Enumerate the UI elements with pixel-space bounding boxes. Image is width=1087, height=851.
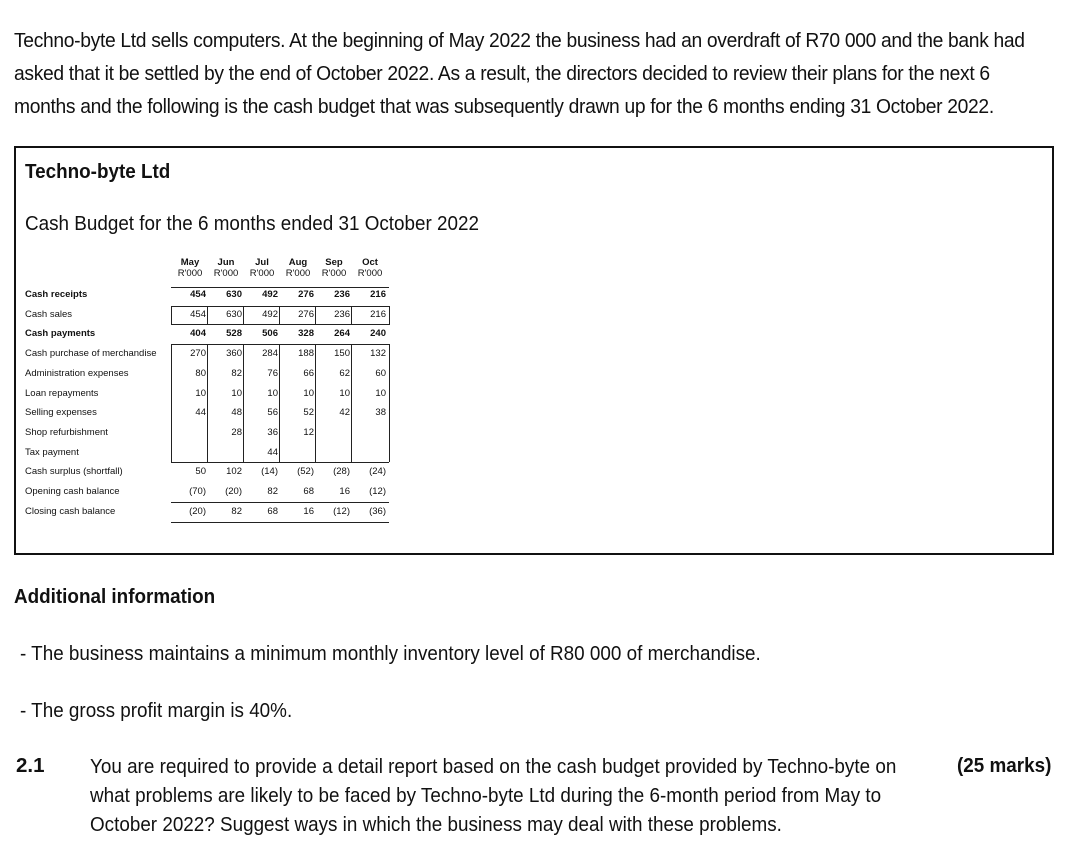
cell-cash-payments-jun: 528 [226,328,242,340]
cell-cash-purchase-of-merchandise-oct: 132 [370,348,386,360]
cell-administration-expenses-oct: 60 [375,367,386,379]
cell-loan-repayments-jul: 10 [267,387,278,399]
grid-line [389,306,390,326]
question-line-2: what problems are likely to be faced by Techno-byte Ltd during the 6-month period from May to [90,784,882,807]
cell-cash-sales-sep: 236 [334,308,350,320]
cell-cash-purchase-of-merchandise-jul: 284 [262,348,278,360]
row-label-cash-purchase-of-merchandise: Cash purchase of merchandise [25,348,157,360]
cell-administration-expenses-jun: 82 [231,367,242,379]
row-label-tax-payment: Tax payment [25,446,79,458]
cell-cash-sales-jun: 630 [226,308,242,320]
cell-cash-sales-aug: 276 [298,308,314,320]
unit-header-sep: R'000 [321,268,347,279]
cell-selling-expenses-may: 44 [195,407,206,419]
row-label-selling-expenses: Selling expenses [25,407,97,419]
cell-loan-repayments-aug: 10 [303,387,314,399]
row-label-cash-payments: Cash payments [25,328,96,340]
cell-closing-cash-balance-oct: (36) [369,505,386,517]
grid-line [351,306,352,326]
cell-selling-expenses-aug: 52 [303,407,314,419]
cell-opening-cash-balance-may: (70) [189,486,206,497]
cell-opening-cash-balance-aug: 68 [303,486,314,497]
cell-closing-cash-balance-aug: 16 [303,505,314,517]
unit-header-may: R'000 [177,268,203,279]
grid-line [171,522,389,523]
cell-cash-surplus-shortfall-sep: (28) [333,466,350,478]
cell-cash-surplus-shortfall-oct: (24) [369,466,386,478]
cell-cash-receipts-jul: 492 [262,289,278,300]
grid-line [171,287,389,288]
cell-cash-surplus-shortfall-jul: (14) [261,466,278,478]
cell-loan-repayments-may: 10 [195,387,206,399]
month-header-jun: Jun [217,257,235,268]
question-number: 2.1 [16,754,45,777]
month-header-oct: Oct [362,257,378,268]
unit-header-jun: R'000 [213,268,239,279]
month-header-aug: Aug [288,257,308,268]
cell-cash-receipts-oct: 216 [370,289,386,300]
cell-administration-expenses-sep: 62 [339,367,350,379]
cell-cash-sales-oct: 216 [370,308,386,320]
cell-cash-receipts-aug: 276 [298,289,314,300]
row-label-closing-cash-balance: Closing cash balance [25,505,116,517]
cell-cash-receipts-jun: 630 [226,289,242,300]
row-label-cash-surplus-shortfall: Cash surplus (shortfall) [25,466,123,478]
cell-closing-cash-balance-sep: (12) [333,505,350,517]
cell-selling-expenses-oct: 38 [375,407,386,419]
grid-line [207,306,208,326]
grid-line [279,306,280,326]
budget-subtitle: Cash Budget for the 6 months ended 31 October 2022 [25,212,480,235]
grid-line [207,344,208,462]
cell-closing-cash-balance-jul: 68 [267,505,278,517]
cell-cash-purchase-of-merchandise-may: 270 [190,348,206,360]
cell-cash-receipts-sep: 236 [334,289,350,300]
month-header-jul: Jul [255,257,269,268]
intro-paragraph [14,24,1025,123]
cell-shop-refurbishment-jul: 36 [267,426,278,438]
cell-cash-sales-jul: 492 [262,308,278,320]
intro-line-3: months and the following is the cash budget that was subsequently drawn up for the 6 months ending 31 October 2022. [14,95,994,118]
intro-line-2: asked that it be settled by the end of October 2022. As a result, the directors decided to review their plans for the next 6 [14,62,990,85]
cell-opening-cash-balance-jun: (20) [225,486,242,497]
cell-opening-cash-balance-jul: 82 [267,486,278,497]
grid-line [351,344,352,462]
cell-cash-purchase-of-merchandise-jun: 360 [226,348,242,360]
info-bullet-margin: - The gross profit margin is 40%. [20,699,293,722]
cell-closing-cash-balance-may: (20) [189,505,206,517]
cell-cash-sales-may: 454 [190,308,206,320]
grid-line [315,306,316,326]
question-text [90,752,918,839]
cell-cash-payments-oct: 240 [370,328,386,340]
grid-line [171,344,172,462]
cell-cash-purchase-of-merchandise-sep: 150 [334,348,350,360]
question-line-1: You are required to provide a detail report based on the cash budget provided by Techno-byte on [90,755,897,778]
grid-line [171,344,389,345]
cell-selling-expenses-jun: 48 [231,407,242,419]
grid-line [171,502,389,503]
cell-cash-payments-may: 404 [190,328,206,340]
cell-administration-expenses-jul: 76 [267,367,278,379]
cell-loan-repayments-oct: 10 [375,387,386,399]
grid-line [243,344,244,462]
question-line-3: October 2022? Suggest ways in which the business may deal with these problems. [90,813,782,836]
grid-line [171,306,172,326]
cell-selling-expenses-sep: 42 [339,407,350,419]
info-bullet-inventory: - The business maintains a minimum monthly inventory level of R80 000 of merchandise. [20,642,761,665]
row-label-cash-receipts: Cash receipts [25,289,88,300]
grid-line [315,344,316,462]
grid-line [243,306,244,326]
grid-line [171,462,389,463]
cell-cash-surplus-shortfall-aug: (52) [297,466,314,478]
cell-administration-expenses-aug: 66 [303,367,314,379]
cell-cash-surplus-shortfall-jun: 102 [226,466,242,478]
grid-line [171,306,389,307]
cell-selling-expenses-jul: 56 [267,407,278,419]
cell-opening-cash-balance-sep: 16 [339,486,350,497]
row-label-shop-refurbishment: Shop refurbishment [25,426,108,438]
cell-loan-repayments-jun: 10 [231,387,242,399]
cell-loan-repayments-sep: 10 [339,387,350,399]
cell-cash-purchase-of-merchandise-aug: 188 [298,348,314,360]
question-marks: (25 marks) [957,754,1052,777]
cash-budget-table [25,257,395,517]
month-header-sep: Sep [325,257,343,268]
company-title: Techno-byte Ltd [25,160,171,183]
cell-shop-refurbishment-aug: 12 [303,426,314,438]
cell-cash-payments-jul: 506 [262,328,278,340]
additional-info-heading: Additional information [14,585,216,608]
cell-opening-cash-balance-oct: (12) [369,486,386,497]
cell-cash-surplus-shortfall-may: 50 [195,466,206,478]
cell-cash-payments-aug: 328 [298,328,314,340]
row-label-cash-sales: Cash sales [25,308,72,320]
grid-line [389,344,390,462]
grid-line [171,324,389,325]
grid-line [279,344,280,462]
unit-header-aug: R'000 [285,268,311,279]
month-header-may: May [180,257,200,268]
cell-closing-cash-balance-jun: 82 [231,505,242,517]
row-label-opening-cash-balance: Opening cash balance [25,486,120,497]
cell-tax-payment-jul: 44 [267,446,278,458]
row-label-administration-expenses: Administration expenses [25,367,129,379]
unit-header-jul: R'000 [249,268,275,279]
cell-shop-refurbishment-jun: 28 [231,426,242,438]
row-label-loan-repayments: Loan repayments [25,387,99,399]
cell-cash-receipts-may: 454 [190,289,206,300]
cash-budget-box [14,146,1054,555]
unit-header-oct: R'000 [357,268,383,279]
cell-cash-payments-sep: 264 [334,328,350,340]
intro-line-1: Techno-byte Ltd sells computers. At the beginning of May 2022 the business had an overdraft of R70 000 and the bank had [14,29,1025,52]
cell-administration-expenses-may: 80 [195,367,206,379]
